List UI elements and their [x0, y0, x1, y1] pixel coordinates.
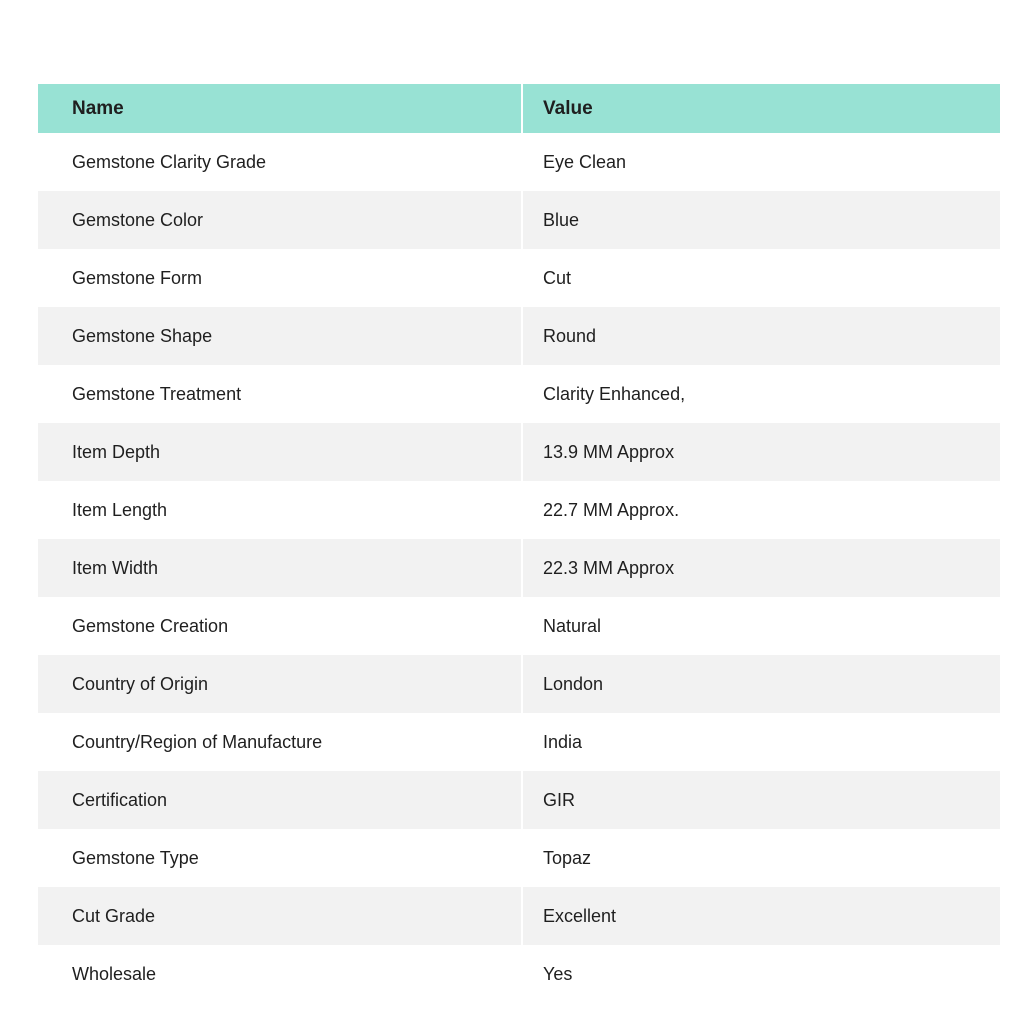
item-specifics-table — [38, 84, 1000, 1003]
table-row — [38, 365, 1000, 423]
table-cell-value: Excellent — [543, 905, 617, 926]
table-cell-value: 22.7 MM Approx. — [543, 499, 680, 520]
table-row — [38, 655, 1000, 713]
table-cell-value: Clarity Enhanced, — [543, 383, 686, 404]
table-cell-name: Gemstone Form — [38, 249, 523, 307]
table-cell-value: 22.3 MM Approx — [543, 557, 675, 578]
table-cell-name: Gemstone Treatment — [38, 365, 523, 423]
table-cell-name: Gemstone Type — [38, 829, 523, 887]
table-header-row — [38, 84, 1000, 133]
table-body — [38, 133, 1000, 1003]
table-cell-name: Gemstone Creation — [38, 597, 523, 655]
table-cell-value: Natural — [543, 615, 602, 636]
table-cell-name: Cut Grade — [38, 887, 523, 945]
table-cell-name: Gemstone Clarity Grade — [38, 133, 523, 191]
table-row — [38, 887, 1000, 945]
table-cell-name: Country of Origin — [38, 655, 523, 713]
table-row — [38, 771, 1000, 829]
column-header-value: Value — [543, 97, 593, 119]
table-row — [38, 539, 1000, 597]
table-row — [38, 829, 1000, 887]
table-cell-name: Gemstone Shape — [38, 307, 523, 365]
table-cell-value: Yes — [543, 963, 573, 984]
table-cell-name: Item Length — [38, 481, 523, 539]
table-cell-value: Eye Clean — [543, 151, 627, 172]
table-row — [38, 481, 1000, 539]
table-cell-name: Gemstone Color — [38, 191, 523, 249]
table-cell-value: Blue — [543, 209, 580, 230]
table-row — [38, 597, 1000, 655]
table-cell-value: London — [543, 673, 604, 694]
table-row — [38, 423, 1000, 481]
table-cell-name: Country/Region of Manufacture — [38, 713, 523, 771]
table-row — [38, 249, 1000, 307]
table-cell-value: Topaz — [543, 847, 592, 868]
table-cell-value: 13.9 MM Approx — [543, 441, 675, 462]
table-row — [38, 945, 1000, 1003]
table-row — [38, 307, 1000, 365]
table-cell-name: Wholesale — [38, 945, 523, 1003]
table-row — [38, 713, 1000, 771]
table-cell-value: Round — [543, 325, 597, 346]
table-cell-value: Cut — [543, 267, 572, 288]
table-cell-value: India — [543, 731, 583, 752]
table-cell-name: Certification — [38, 771, 523, 829]
table-row — [38, 191, 1000, 249]
table-cell-value: GIR — [543, 789, 576, 810]
table-cell-name: Item Depth — [38, 423, 523, 481]
table-row — [38, 133, 1000, 191]
table-cell-name: Item Width — [38, 539, 523, 597]
column-header-name: Name — [38, 84, 523, 133]
